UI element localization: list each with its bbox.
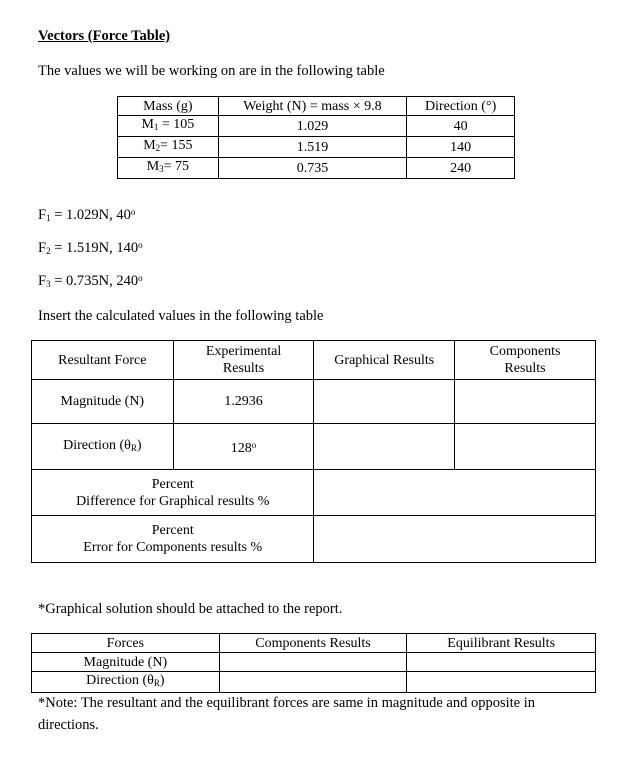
column-header: Equilibrant Results bbox=[407, 634, 596, 653]
weight-cell: 0.735 bbox=[218, 158, 406, 179]
direction-graphical bbox=[314, 424, 455, 470]
direction-cell: 240 bbox=[407, 158, 515, 179]
direction-label: Direction $(\theta_R)$ bbox=[32, 672, 220, 693]
column-header: Forces bbox=[32, 634, 220, 653]
magnitude-experimental: 1.2936 bbox=[173, 380, 314, 424]
mass-cell: $M_3= 75$ bbox=[118, 158, 219, 179]
graphical-note: *Graphical solution should be attached to the report. bbox=[38, 601, 343, 617]
column-header: Direction (°) bbox=[407, 97, 515, 116]
magnitude-label: Magnitude (N) bbox=[32, 380, 174, 424]
percent-difference-value bbox=[314, 470, 596, 516]
force-line-2: $F_2 = 1.519N$, 140$^o$ bbox=[38, 240, 143, 256]
column-header: Components Results bbox=[455, 341, 596, 380]
force-line-3: $F_3 = 0.735N$, 240$^o$ bbox=[38, 273, 143, 289]
magnitude-components bbox=[219, 653, 407, 672]
weight-cell: 1.519 bbox=[218, 137, 406, 158]
table-row bbox=[32, 672, 596, 693]
column-header: Weight (N) = mass × 9.8 bbox=[218, 97, 406, 116]
magnitude-label: Magnitude (N) bbox=[32, 653, 220, 672]
table-header-row bbox=[118, 97, 515, 116]
table-row bbox=[32, 653, 596, 672]
direction-experimental: 128$^o$ bbox=[173, 424, 314, 470]
column-header: Experimental Results bbox=[173, 341, 314, 380]
intro-text: The values we will be working on are in the following table bbox=[38, 63, 385, 79]
page-title: Vectors (Force Table) bbox=[38, 28, 171, 44]
column-header: Mass (g) bbox=[118, 97, 219, 116]
table-row bbox=[118, 158, 515, 179]
table-header-row bbox=[32, 634, 596, 653]
direction-equilibrant bbox=[407, 672, 596, 693]
column-header: Components Results bbox=[219, 634, 407, 653]
weight-cell: 1.029 bbox=[218, 116, 406, 137]
direction-components bbox=[455, 424, 596, 470]
insert-instructions: Insert the calculated values in the following table bbox=[38, 308, 324, 324]
percent-error-value bbox=[314, 516, 596, 563]
magnitude-equilibrant bbox=[407, 653, 596, 672]
column-header: Resultant Force bbox=[32, 341, 174, 380]
direction-row bbox=[32, 424, 596, 470]
mass-cell: $M_1 = 105$ bbox=[118, 116, 219, 137]
mass-weight-table bbox=[117, 96, 515, 179]
percent-difference-row bbox=[32, 470, 596, 516]
direction-components bbox=[219, 672, 407, 693]
direction-cell: 40 bbox=[407, 116, 515, 137]
mass-cell: $M_2= 155$ bbox=[118, 137, 219, 158]
table-header-row bbox=[32, 341, 596, 380]
percent-error-label: Percent Error for Components results % bbox=[32, 516, 314, 563]
magnitude-components bbox=[455, 380, 596, 424]
final-note: *Note: The resultant and the equilibrant forces are same in magnitude and opposite in directions. bbox=[38, 695, 536, 733]
direction-label: Direction $(\theta_R)$ bbox=[32, 424, 174, 470]
equilibrant-table bbox=[31, 633, 596, 693]
force-line-1: $F_1 = 1.029N$, 40$^o$ bbox=[38, 207, 136, 223]
direction-cell: 140 bbox=[407, 137, 515, 158]
percent-difference-label: Percent Difference for Graphical results % bbox=[32, 470, 314, 516]
results-table bbox=[31, 340, 596, 563]
magnitude-graphical bbox=[314, 380, 455, 424]
table-row bbox=[118, 137, 515, 158]
percent-error-row bbox=[32, 516, 596, 563]
column-header: Graphical Results bbox=[314, 341, 455, 380]
magnitude-row bbox=[32, 380, 596, 424]
table-row bbox=[118, 116, 515, 137]
